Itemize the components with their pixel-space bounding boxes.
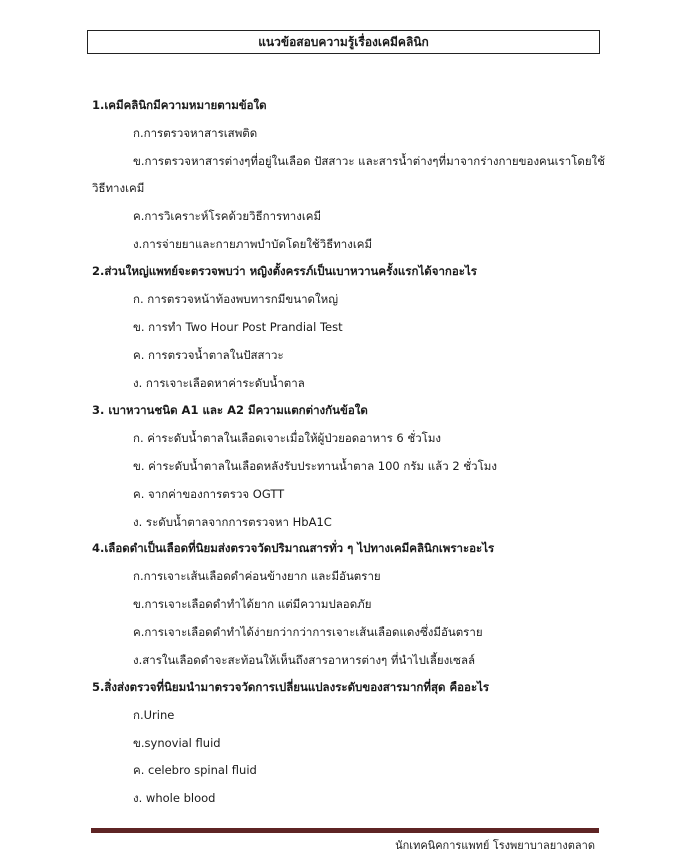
question-1-option-d: ง.การจ่ายยาและกายภาพบำบัดโดยใช้วิธีทางเคมี [133, 237, 373, 251]
question-2: 2.ส่วนใหญ่แพทย์จะตรวจพบว่า หญิงตั้งครรภ์เป็นเบาหวานครั้งแรกได้จากอะไร [92, 264, 477, 278]
question-1-option-a: ก.การตรวจหาสารเสพติด [133, 126, 258, 140]
question-4-option-c: ค.การเจาะเลือดดำทำได้ง่ายกว่ากว่าการเจาะเส้นเลือดแดงซึ่งมีอันตราย [133, 625, 483, 639]
question-2-option-c: ค. การตรวจน้ำตาลในปัสสาวะ [133, 348, 284, 362]
question-3-option-c: ค. จากค่าของการตรวจ OGTT [133, 487, 285, 501]
question-5-option-a: ก.Urine [133, 708, 175, 722]
question-2-option-a: ก. การตรวจหน้าท้องพบทารกมีขนาดใหญ่ [133, 292, 338, 306]
document-title-box [87, 30, 600, 54]
question-1-option-b-continuation: วิธีทางเคมี [92, 181, 145, 195]
question-4-option-d: ง.สารในเลือดดำจะสะท้อนให้เห็นถึงสารอาหารต่างๆ ที่นำไปเลี้ยงเซลล์ [133, 653, 476, 667]
question-5-option-c: ค. celebro spinal fluid [133, 763, 257, 777]
question-5-option-d: ง. whole blood [133, 791, 216, 805]
document-title: แนวข้อสอบความรู้เรื่องเคมีคลินิก [258, 34, 429, 49]
footer-divider [91, 828, 599, 833]
question-2-option-b: ข. การทำ Two Hour Post Prandial Test [133, 320, 343, 334]
question-2-option-d: ง. การเจาะเลือดหาค่าระดับน้ำตาล [133, 376, 305, 390]
question-5: 5.สิ่งส่งตรวจที่นิยมนำมาตรวจวัดการเปลี่ยนแปลงระดับของสารมากที่สุด คืออะไร [92, 680, 490, 694]
question-4-option-b: ข.การเจาะเลือดดำทำได้ยาก แต่มีความปลอดภัย [133, 597, 372, 611]
question-5-option-b: ข.synovial fluid [133, 736, 221, 750]
question-3-option-b: ข. ค่าระดับน้ำตาลในเลือดหลังรับประทานน้ำตาล 100 กรัม แล้ว 2 ชั่วโมง [133, 459, 497, 473]
footer-author: นักเทคนิคการแพทย์ โรงพยาบาลยางตลาด [395, 839, 595, 852]
question-3-option-a: ก. ค่าระดับน้ำตาลในเลือดเจาะเมื่อให้ผู้ป่วยอดอาหาร 6 ชั่วโมง [133, 431, 442, 445]
question-4: 4.เลือดดำเป็นเลือดที่นิยมส่งตรวจวัดปริมาณสารทั่ว ๆ ไปทางเคมีคลินิกเพราะอะไร [92, 541, 495, 555]
question-4-option-a: ก.การเจาะเส้นเลือดดำค่อนข้างยาก และมีอันตราย [133, 569, 381, 583]
question-1-option-c: ค.การวิเคราะห์โรคด้วยวิธีการทางเคมี [133, 209, 322, 223]
question-3-option-d: ง. ระดับน้ำตาลจากการตรวจหา HbA1C [133, 515, 332, 529]
question-3: 3. เบาหวานชนิด A1 และ A2 มีความแตกต่างกันข้อใด [92, 403, 368, 417]
question-1: 1.เคมีคลินิกมีความหมายตามข้อใด [92, 98, 267, 112]
question-1-option-b: ข.การตรวจหาสารต่างๆที่อยู่ในเลือด ปัสสาวะ และสารน้ำต่างๆที่มาจากร่างกายของคนเราโดยใช้ [133, 154, 605, 168]
